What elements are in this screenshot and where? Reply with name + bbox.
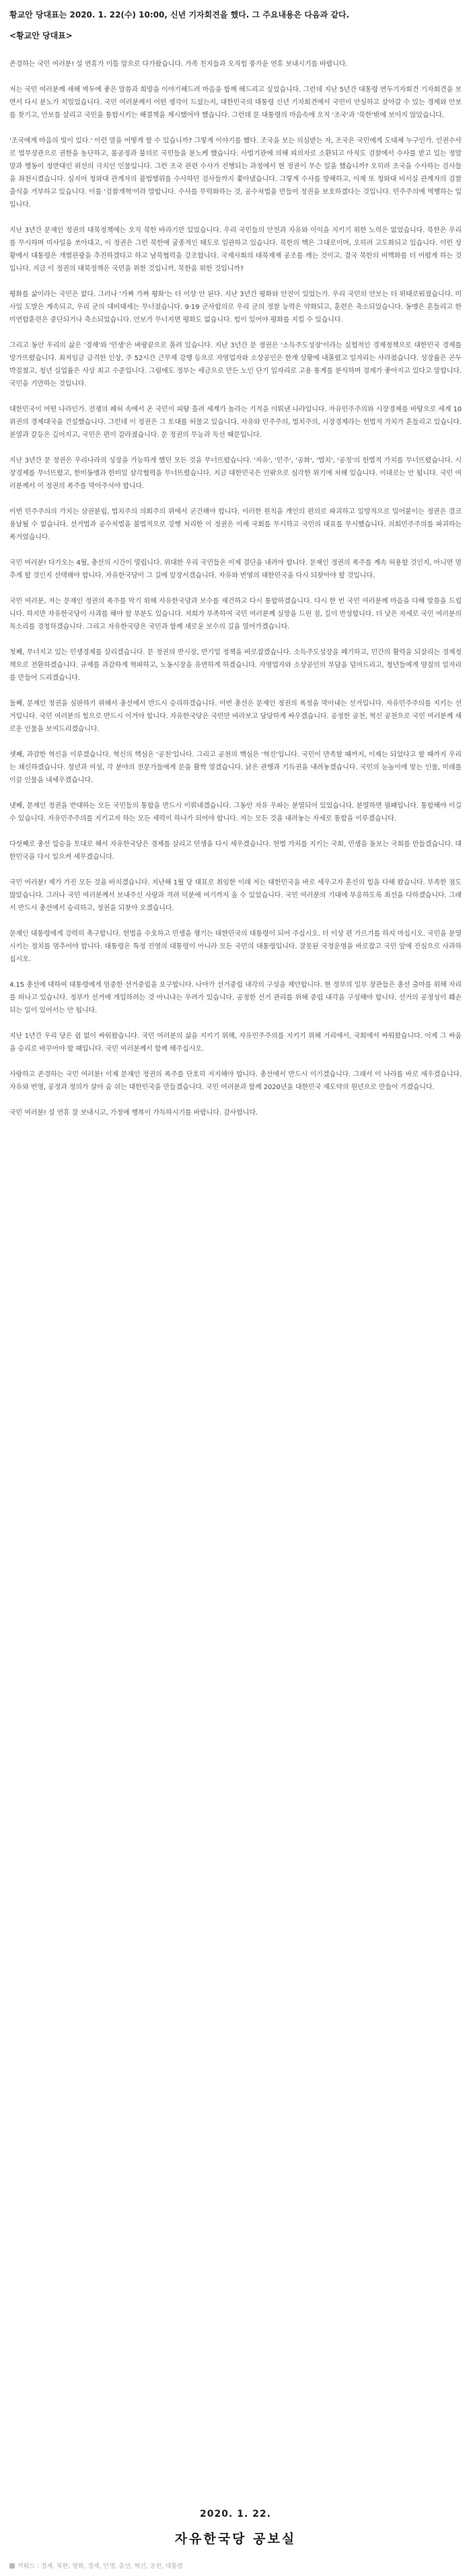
paragraph: 문재인 대통령에게 강력히 촉구합니다. 헌법을 수호하고 민생을 챙기는 대한민국의 대통령이 되어 주십시오. 더 이상 편 가르기를 하지 마십시오. 국민을 분열시키는 정치를 멈추어야 합니다. 대통령은 특정 진영의 대통령이 아니라 모든 국민의 대통령입니다. 잘못된 국정운영을 바로잡고 국민 앞에 진심으로 사과하십시오.: [9, 930, 462, 963]
paragraph: 둘째, 문재인 정권을 심판하기 위해서 총선에서 반드시 승리하겠습니다. 이번 총선은 문재인 정권의 폭정을 막아내는 선거입니다. 자유민주주의를 지키는 선거입니다. 국민 여러분의 힘으로 반드시 이겨야 합니다. 자유한국당은 국민만 바라보고 당당하게 싸우겠습니다. 공정한 공천, 혁신 공천으로 국민 여러분께 새로운 인물을 보여드리겠습니다.: [9, 700, 462, 733]
paragraph: 국민 여러분, 저는 문재인 정권의 폭주를 막기 위해 자유한국당과 보수를 재건하고 다시 통합하겠습니다. 다시 한 번 국민 여러분께 마음을 다해 말씀을 드립니다. 하지만 자유한국당이 사과를 해야 할 부분도 있습니다. 저희가 부족하여 국민 여러분께 실망을 드린 점, 깊이 반성합니다. 더 낮은 자세로 국민 여러분의 목소리를 경청하겠습니다. 그리고 자유한국당은 국민과 함께 새로운 보수의 길을 열어가겠습니다.: [9, 598, 462, 631]
intro-text: 황교안 당대표는 2020. 1. 22(수) 10:00, 신년 기자회견을 했다. 그 주요내용은 다음과 같다.: [9, 10, 350, 20]
paragraph: 국민 여러분! 설 연휴 잘 보내시고, 가정에 행복이 가득하시기를 바랍니다. 감사합니다.: [9, 1109, 258, 1117]
paragraph: '조국에게 마음의 빚이 있다.' 이런 말을 어떻게 할 수 있습니까? 그렇게 이야기를 했다. 조국을 보는 의심받는 자, 조국은 국민에게 도대체 누구인가. 인권수사로 법무장관으로 권한을 농단하고, 불공정과 불의로 국민들을 분노케 했습니다. 사법기관에 의해 피의자로 소환되고 아직도 검찰에서 수사를 받고 있는 정말 말과 행동이 정반대인 위선의 극치인 인물입니다. 그런 조국 관련 수사가 진행되는 과정에서 현 정권이 무슨 일을 했습니까? 오히려 조국을 수사하는 검사들을 좌천시켰습니다. 심지어 청와대 관계자의 불법행위를 수사하던 검사들까지 쫓아냈습니다. 그렇게 수사를 방해하고, 이제 또 청와대 비서실 관계자의 검찰 출석을 거부하고 있습니다. 이를 '검찰개혁'이라 말합니다. 수사를 무력화하는 것, 공수처법을 만들어 정권을 보호하겠다는 것입니다. 민주주의에 역행하는 일입니다.: [9, 137, 462, 209]
article-body: [9, 58, 462, 1132]
signature-block: [0, 2507, 471, 2548]
issuing-organization: 자유한국당 공보실: [174, 2532, 297, 2546]
paragraph: 다섯째로 총선 압승을 토대로 해서 자유한국당은 경제를 살리고 민생을 다시 세우겠습니다. 헌법 가치를 지키는 국회, 민생을 돌보는 국회를 만들겠습니다. 대한민국을 다시 일으켜 세우겠습니다.: [9, 841, 462, 861]
paragraph: 저는 국민 여러분께 새해 벽두에 좋은 말씀과 희망을 이야기해드려 마음을 함께 해드리고 싶었습니다. 그런데 지난 5년간 대통령 연두기자회견 기자회견을 보면서 다시 분노가 치밀었습니다. 국민 여러분께서 어떤 생각이 드셨는지, 대한민국의 대통령 신년 기자회견에서 국민이 안심하고 살아갈 수 있는 경제와 안보를 찾기고, 안보를 살리고 국민을 통합시키는 해결책을 제시했어야 했습니다. 그런데 문 대통령의 마음속에 오직 '조국'과 '북한'밖에 보이지 않았습니다.: [9, 86, 462, 119]
paragraph: 지난 1년간 우리 당은 쉼 없이 싸워왔습니다. 국민 여러분의 삶을 지키기 위해, 자유민주주의를 지키기 위해 거리에서, 국회에서 싸워왔습니다. 이제 그 싸움을 승리로 바꾸어야 할 때입니다. 국민 여러분께서 함께 해주십시오.: [9, 1033, 462, 1053]
keyword-list[interactable]: 키워드 : 경제, 북한, 평화, 경제, 민생, 총선, 혁신, 공천, 대통령: [17, 2563, 183, 2570]
paragraph: 넷째, 문재인 정권을 반대하는 모든 국민들의 통합을 반드시 이뤄내겠습니다. 그동안 자유 우파는 분열되어 있었습니다. 분열하면 필패입니다. 통합해야 이길 수 있습니다. 자유민주주의를 지키고자 하는 모든 세력이 하나가 되어야 합니다. 저는 모든 것을 내려놓는 자세로 통합을 이루겠습니다.: [9, 802, 462, 823]
subheading: <황교안 당대표>: [9, 31, 73, 40]
paragraph: 지난 3년간 문 정권은 우리나라의 성장을 가능하게 했던 모든 것을 무너뜨렸습니다. '자유', '민주', '공화', '법치', '공정'의 헌법적 가치를 무너뜨렸습니다. 시장경제를 무너뜨렸고, 한미동맹과 한미일 삼각협력을 무너뜨렸습니다. 지금 대한민국은 안팎으로 심각한 위기에 처해 있습니다. 이대로는 안 됩니다. 국민 여러분께서 이 정권의 폭주를 막아주셔야 합니다.: [9, 457, 462, 490]
paragraph: 평화를 삶이라는 국민은 없다. 그러나 '가짜 가짜 평화'는 더 이상 안 된다. 지난 3년간 평화와 안전이 있었는가. 우리 국민의 안보는 더 위태로워졌습니다. 미사일 도발은 계속되고, 우리 군의 대비태세는 무너졌습니다. 9·19 군사합의로 우리 군의 정찰 능력은 약화되고, 훈련은 축소되었습니다. 동맹은 흔들리고 한미연합훈련은 중단되거나 축소되었습니다. 안보가 무너지면 평화도 없습니다. 힘이 있어야 평화를 지킬 수 있습니다.: [9, 291, 462, 324]
paragraph: 국민 여러분! 제가 가진 모든 것을 바치겠습니다. 지난해 1월 당 대표로 취임한 이래 저는 대한민국을 바로 세우고자 혼신의 힘을 다해 왔습니다. 부족한 점도 많았습니다. 그러나 국민 여러분께서 보내주신 사랑과 격려 덕분에 여기까지 올 수 있었습니다. 국민 여러분의 기대에 부응하도록 최선을 다하겠습니다. 그래서 반드시 총선에서 승리하고, 정권을 되찾아 오겠습니다.: [9, 879, 462, 912]
release-date: 2020. 1. 22.: [200, 2509, 271, 2519]
paragraph: 셋째, 과감한 혁신을 이루겠습니다. 혁신의 핵심은 '공천'입니다. 그리고 공천의 핵심은 '혁신'입니다. 국민이 만족할 때까지, 이제는 되었다고 할 때까지 우리는 쇄신하겠습니다. 청년과 여성, 각 분야의 전문가들에게 문을 활짝 열겠습니다. 낡은 관행과 기득권을 내려놓겠습니다. 국민의 눈높이에 맞는 인물, 미래를 이끌 인물을 내세우겠습니다.: [9, 751, 462, 784]
paragraph: 국민 여러분! 다가오는 4월, 총선의 시간이 열립니다. 위대한 우리 국민들은 이제 결단을 내려야 합니다. 문재인 정권의 폭주를 계속 허용할 것인지, 아니면 멈추게 할 것인지 선택해야 합니다. 자유한국당이 그 길에 앞장서겠습니다. 자유와 번영의 대한민국을 다시 되찾아야 할 것입니다.: [9, 559, 462, 580]
tag-icon: [9, 2563, 15, 2569]
paragraph: 대한민국이 어떤 나라인가. 전쟁의 폐허 속에서 온 국민이 피땀 흘려 세계가 놀라는 기적을 이뤄낸 나라입니다. 자유민주주의와 시장경제를 바탕으로 세계 10위권의 경제대국을 건설했습니다. 그런데 이 정권은 그 토대를 허물고 있습니다. 자유와 민주주의, 법치주의, 시장경제라는 헌법적 가치가 흔들리고 있습니다. 분열과 갈등은 깊어지고, 국민은 편이 갈라졌습니다. 문 정권의 무능과 독선 때문입니다.: [9, 406, 462, 439]
paragraph: 4.15 총선에 대하여 대통령에게 엄중한 선거중립을 요구합니다. 나아가 선거중립 내각의 구성을 제안합니다. 현 정부의 일부 장관들은 총선 출마를 위해 자리를 떠나고 있습니다. 정부가 선거에 개입하려는 것 아니냐는 우려가 있습니다. 공정한 선거 관리를 위해 중립 내각을 구성해야 합니다. 선거의 공정성이 훼손되는 일이 있어서는 안 됩니다.: [9, 981, 462, 1014]
paragraph: 첫째, 무너지고 있는 민생경제를 살리겠습니다. 문 정권의 반시장, 반기업 정책을 바로잡겠습니다. 소득주도성장을 폐기하고, 민간의 활력을 되살리는 경제정책으로 전환하겠습니다. 규제를 과감하게 혁파하고, 노동시장을 유연하게 하겠습니다. 자영업자와 소상공인의 부담을 덜어드리고, 청년들에게 양질의 일자리를 만들어 드리겠습니다.: [9, 649, 462, 682]
keyword-tags[interactable]: [9, 2562, 183, 2571]
paragraph: 사랑하고 존경하는 국민 여러분! 이제 문재인 정권의 폭주를 단호히 저지해야 합니다. 총선에서 반드시 이기겠습니다. 그래서 이 나라를 바로 세우겠습니다. 자유와 번영, 공정과 정의가 살아 숨 쉬는 대한민국을 만들겠습니다. 국민 여러분과 함께 2020년을 대한민국 재도약의 원년으로 만들어 가겠습니다.: [9, 1071, 462, 1091]
paragraph: 지난 3년간 문재인 정권의 대북정책에는 오직 북한 바라기만 있었습니다. 우리 국민들의 안전과 자유와 이익을 지키기 위한 노력은 없었습니다. 북한은 우리를 무시하며 미사일을 쏘아대고, 이 정권은 그런 북한에 굴종적인 태도로 일관하고 있습니다. 북한의 핵은 그대로이며, 오히려 고도화되고 있습니다. 이런 상황에서 대통령은 개별관광을 추진하겠다고 하고 남북협력을 강조합니다. 국제사회의 대북제재 공조를 깨는 것이고, 결국 북한의 비핵화를 더 어렵게 하는 것입니다. 지금 이 정권의 대북정책은 국민을 위한 것입니까, 북한을 위한 것입니까?: [9, 227, 462, 273]
paragraph: 그리고 동안 우리의 삶은 '경제'와 '민생'은 벼랑끝으로 몰려 있습니다. 지난 3년간 문 정권은 '소득주도성장'이라는 실험적인 경제정책으로 대한민국 경제를 망가뜨렸습니다. 최저임금 급격한 인상, 주 52시간 근무제 강행 등으로 자영업자와 소상공인은 한계 상황에 내몰렸고 일자리는 사라졌습니다. 성장률은 곤두박질쳤고, 청년 실업률은 사상 최고 수준입니다. 그럼에도 정부는 세금으로 만든 노인 단기 일자리로 고용 통계를 분식하며 경제가 좋아지고 있다고 말합니다. 국민을 기만하는 것입니다.: [9, 342, 462, 388]
paragraph: 이번 민주주의의 가치는 삼권분립, 법치주의 의회주의 위에서 굳건해야 합니다. 이러한 원칙을 개인의 편의로 파괴하고 일방적으로 밀어붙이는 정권은 결코 용납될 수 없습니다. 선거법과 공수처법을 불법적으로 강행 처리한 이 정권은 이제 국회를 무시하고 국민의 대표를 무시했습니다. 의회민주주의를 파괴하는 폭거였습니다.: [9, 508, 462, 541]
paragraph: 존경하는 국민 여러분! 설 연휴가 이틀 앞으로 다가왔습니다. 가족 친지들과 오직힘 풍가운 연휴 보내시기를 바랍니다.: [9, 61, 348, 68]
